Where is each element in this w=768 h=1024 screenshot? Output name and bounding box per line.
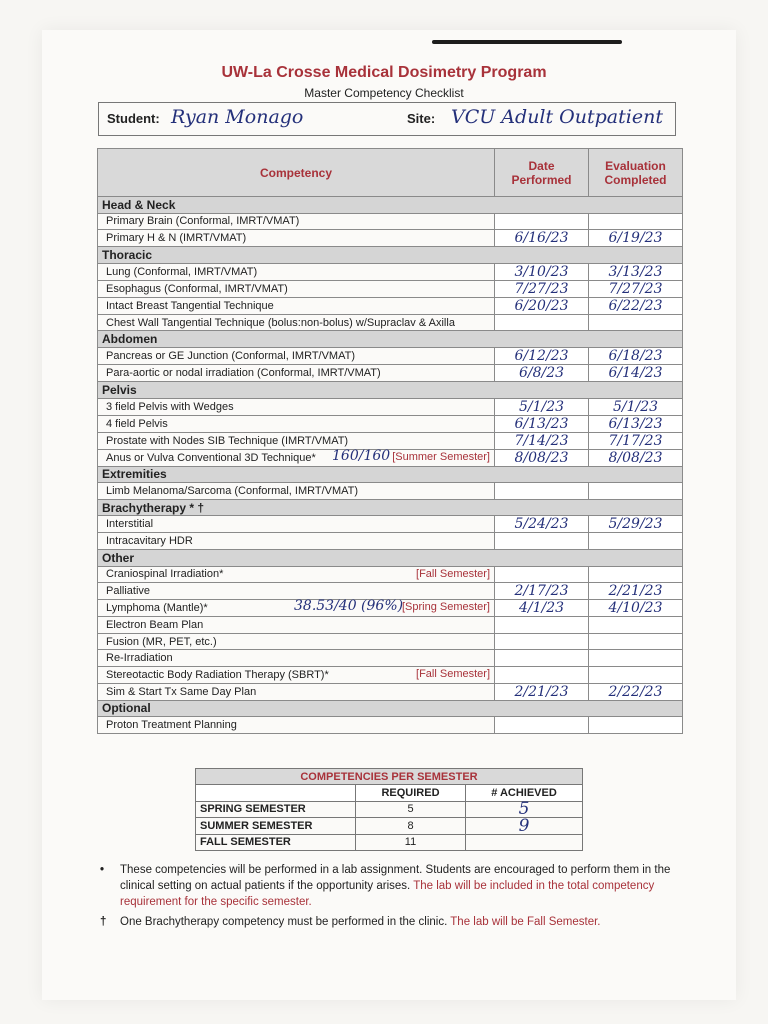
competency-table	[97, 148, 683, 734]
competency-row	[98, 617, 683, 634]
site-label: Site:	[407, 111, 436, 126]
date-performed-cell	[495, 650, 589, 667]
semester-achieved: 9	[466, 818, 583, 834]
section-title: Other	[98, 549, 683, 566]
evaluation-cell	[589, 213, 683, 230]
competency-name: Stereotactic Body Radiation Therapy (SBRT)*	[106, 668, 329, 681]
competency-cell	[98, 650, 495, 667]
competency-row	[98, 666, 683, 683]
evaluation-cell	[589, 314, 683, 331]
scan-mark	[432, 40, 622, 44]
evaluation-cell	[589, 533, 683, 550]
competency-cell	[98, 717, 495, 734]
evaluation-cell: 6/14/23	[589, 364, 683, 381]
semester-note: [Fall Semester]	[416, 667, 490, 680]
bullet-mark: •	[100, 864, 105, 876]
date-performed-cell	[495, 633, 589, 650]
evaluation-cell: 6/19/23	[589, 230, 683, 247]
competency-cell	[98, 483, 495, 500]
date-performed-cell	[495, 617, 589, 634]
col-header-achieved: # ACHIEVED	[466, 785, 583, 801]
competency-row	[98, 583, 683, 600]
competency-name: Primary Brain (Conformal, IMRT/VMAT)	[106, 215, 300, 228]
date-performed-cell	[495, 717, 589, 734]
date-performed-cell: 5/1/23	[495, 398, 589, 415]
handwritten-score: 160/160	[332, 447, 391, 464]
evaluation-cell	[589, 666, 683, 683]
student-label: Student:	[107, 111, 160, 126]
section-row	[98, 331, 683, 348]
evaluation-cell	[589, 633, 683, 650]
section-row	[98, 499, 683, 516]
dagger-mark: †	[100, 916, 107, 928]
competency-cell	[98, 449, 495, 466]
competency-row	[98, 533, 683, 550]
section-row	[98, 466, 683, 483]
competency-cell	[98, 263, 495, 280]
competency-row	[98, 432, 683, 449]
section-title: Abdomen	[98, 331, 683, 348]
semester-row	[196, 818, 583, 834]
competency-cell	[98, 297, 495, 314]
col-header-date: Date Performed	[495, 149, 589, 197]
competency-cell	[98, 314, 495, 331]
competency-row	[98, 230, 683, 247]
evaluation-cell: 8/08/23	[589, 449, 683, 466]
competency-name: Interstitial	[106, 518, 154, 531]
section-row	[98, 700, 683, 717]
competency-name: Anus or Vulva Conventional 3D Technique*	[106, 451, 316, 464]
date-performed-cell: 5/24/23	[495, 516, 589, 533]
competency-cell	[98, 683, 495, 700]
evaluation-cell	[589, 717, 683, 734]
competency-cell	[98, 432, 495, 449]
date-performed-cell: 6/8/23	[495, 364, 589, 381]
section-title: Pelvis	[98, 381, 683, 398]
col-header-eval: Evaluation Completed	[589, 149, 683, 197]
competency-cell	[98, 415, 495, 432]
document-title: UW-La Crosse Medical Dosimetry Program	[221, 64, 547, 81]
semester-required: 5	[356, 801, 466, 817]
date-performed-cell	[495, 533, 589, 550]
evaluation-cell: 4/10/23	[589, 600, 683, 617]
competency-name: Electron Beam Plan	[106, 618, 204, 631]
competency-row	[98, 364, 683, 381]
competency-row	[98, 415, 683, 432]
date-performed-cell: 7/14/23	[495, 432, 589, 449]
section-title: Extremities	[98, 466, 683, 483]
competency-row	[98, 280, 683, 297]
semester-note: [Spring Semester]	[401, 601, 490, 614]
footnote-text: One Brachytherapy competency must be performed in the clinic.	[120, 916, 448, 928]
date-performed-cell: 6/12/23	[495, 347, 589, 364]
section-title: Thoracic	[98, 247, 683, 264]
table-header-row	[98, 149, 683, 197]
competency-cell	[98, 213, 495, 230]
competency-name: Re-Irradiation	[106, 652, 173, 665]
evaluation-cell: 6/22/23	[589, 297, 683, 314]
competency-row	[98, 398, 683, 415]
document-subtitle: Master Competency Checklist	[304, 86, 464, 100]
semester-row	[196, 834, 583, 850]
competency-cell	[98, 600, 495, 617]
section-title: Head & Neck	[98, 197, 683, 214]
semester-label: SUMMER SEMESTER	[196, 818, 356, 834]
competency-cell	[98, 617, 495, 634]
competency-name: Primary H & N (IMRT/VMAT)	[106, 232, 247, 245]
competency-cell	[98, 347, 495, 364]
date-performed-cell	[495, 666, 589, 683]
semester-label: SPRING SEMESTER	[196, 801, 356, 817]
section-title: Optional	[98, 700, 683, 717]
footnote-red-text: The lab will be included in the total competency requirement for the specific semester.	[120, 880, 655, 908]
date-performed-cell: 6/16/23	[495, 230, 589, 247]
competency-name: Palliative	[106, 585, 151, 598]
competency-name: Limb Melanoma/Sarcoma (Conformal, IMRT/VMAT)	[106, 484, 359, 497]
col-header-required: REQUIRED	[356, 785, 466, 801]
evaluation-cell: 6/13/23	[589, 415, 683, 432]
competency-row	[98, 314, 683, 331]
evaluation-cell: 6/18/23	[589, 347, 683, 364]
semester-achieved: 5	[466, 801, 583, 817]
student-info-box	[98, 102, 676, 136]
competency-cell	[98, 280, 495, 297]
semester-required: 11	[356, 834, 466, 850]
footnote-text: These competencies will be performed in a lab assignment. Students are encouraged to perform them in the clinical setting on actual patients if the opportunity arises.	[120, 864, 671, 892]
date-performed-cell: 2/21/23	[495, 683, 589, 700]
semester-blank-header	[196, 785, 356, 801]
competency-cell	[98, 230, 495, 247]
date-performed-cell: 7/27/23	[495, 280, 589, 297]
competency-row	[98, 650, 683, 667]
competency-name: Proton Treatment Planning	[106, 718, 237, 731]
semester-table	[195, 768, 583, 851]
competency-row	[98, 683, 683, 700]
competency-row	[98, 483, 683, 500]
evaluation-cell: 3/13/23	[589, 263, 683, 280]
competency-name: Intracavitary HDR	[106, 535, 193, 548]
date-performed-cell: 4/1/23	[495, 600, 589, 617]
competency-cell	[98, 516, 495, 533]
competency-row	[98, 263, 683, 280]
date-performed-cell	[495, 566, 589, 583]
competency-name: Prostate with Nodes SIB Technique (IMRT/VMAT)	[106, 434, 349, 447]
evaluation-cell: 5/1/23	[589, 398, 683, 415]
competency-name: Craniospinal Irradiation*	[106, 568, 224, 581]
competency-name: 4 field Pelvis	[106, 417, 168, 430]
evaluation-cell: 2/21/23	[589, 583, 683, 600]
semester-note: [Fall Semester]	[416, 567, 490, 580]
competency-cell	[98, 633, 495, 650]
evaluation-cell: 5/29/23	[589, 516, 683, 533]
date-performed-cell	[495, 213, 589, 230]
footnote-bullet	[100, 862, 680, 910]
semester-label: FALL SEMESTER	[196, 834, 356, 850]
competency-name: Sim & Start Tx Same Day Plan	[106, 685, 257, 698]
competency-row	[98, 213, 683, 230]
competency-name: 3 field Pelvis with Wedges	[106, 400, 234, 413]
competency-cell	[98, 364, 495, 381]
semester-required: 8	[356, 818, 466, 834]
evaluation-cell	[589, 617, 683, 634]
competency-cell	[98, 533, 495, 550]
evaluation-cell: 2/22/23	[589, 683, 683, 700]
competency-row	[98, 347, 683, 364]
competency-row	[98, 717, 683, 734]
competency-cell	[98, 398, 495, 415]
competency-cell	[98, 583, 495, 600]
date-performed-cell: 2/17/23	[495, 583, 589, 600]
student-name: Ryan Monago	[171, 106, 304, 128]
competency-name: Para-aortic or nodal irradiation (Conformal, IMRT/VMAT)	[106, 366, 381, 379]
competency-row	[98, 633, 683, 650]
competency-name: Intact Breast Tangential Technique	[106, 299, 274, 312]
competency-name: Pancreas or GE Junction (Conformal, IMRT/VMAT)	[106, 349, 355, 362]
competency-row	[98, 566, 683, 583]
competency-cell	[98, 666, 495, 683]
date-performed-cell: 3/10/23	[495, 263, 589, 280]
competency-row	[98, 297, 683, 314]
semester-caption: COMPETENCIES PER SEMESTER	[196, 769, 583, 785]
section-row	[98, 381, 683, 398]
site-name: VCU Adult Outpatient	[451, 106, 663, 128]
competency-row	[98, 516, 683, 533]
section-row	[98, 549, 683, 566]
competency-name: Esophagus (Conformal, IMRT/VMAT)	[106, 282, 288, 295]
competency-name: Chest Wall Tangential Technique (bolus:non-bolus) w/Supraclav & Axilla	[106, 316, 455, 329]
date-performed-cell: 6/20/23	[495, 297, 589, 314]
competency-name: Lymphoma (Mantle)*	[106, 602, 208, 615]
evaluation-cell: 7/27/23	[589, 280, 683, 297]
footnote-dagger	[100, 914, 680, 930]
date-performed-cell: 8/08/23	[495, 449, 589, 466]
handwritten-score: 38.53/40 (96%)	[294, 598, 404, 615]
competency-name: Lung (Conformal, IMRT/VMAT)	[106, 265, 258, 278]
section-title: Brachytherapy * †	[98, 499, 683, 516]
competency-cell	[98, 566, 495, 583]
section-row	[98, 197, 683, 214]
col-header-competency: Competency	[98, 149, 495, 197]
evaluation-cell	[589, 483, 683, 500]
semester-note: [Summer Semester]	[392, 450, 490, 463]
evaluation-cell	[589, 650, 683, 667]
evaluation-cell	[589, 566, 683, 583]
competency-row	[98, 449, 683, 466]
semester-achieved	[466, 834, 583, 850]
evaluation-cell: 7/17/23	[589, 432, 683, 449]
footnote-red-text: The lab will be Fall Semester.	[450, 916, 601, 928]
section-row	[98, 247, 683, 264]
competency-name: Fusion (MR, PET, etc.)	[106, 635, 217, 648]
date-performed-cell	[495, 483, 589, 500]
date-performed-cell: 6/13/23	[495, 415, 589, 432]
competency-row	[98, 600, 683, 617]
date-performed-cell	[495, 314, 589, 331]
